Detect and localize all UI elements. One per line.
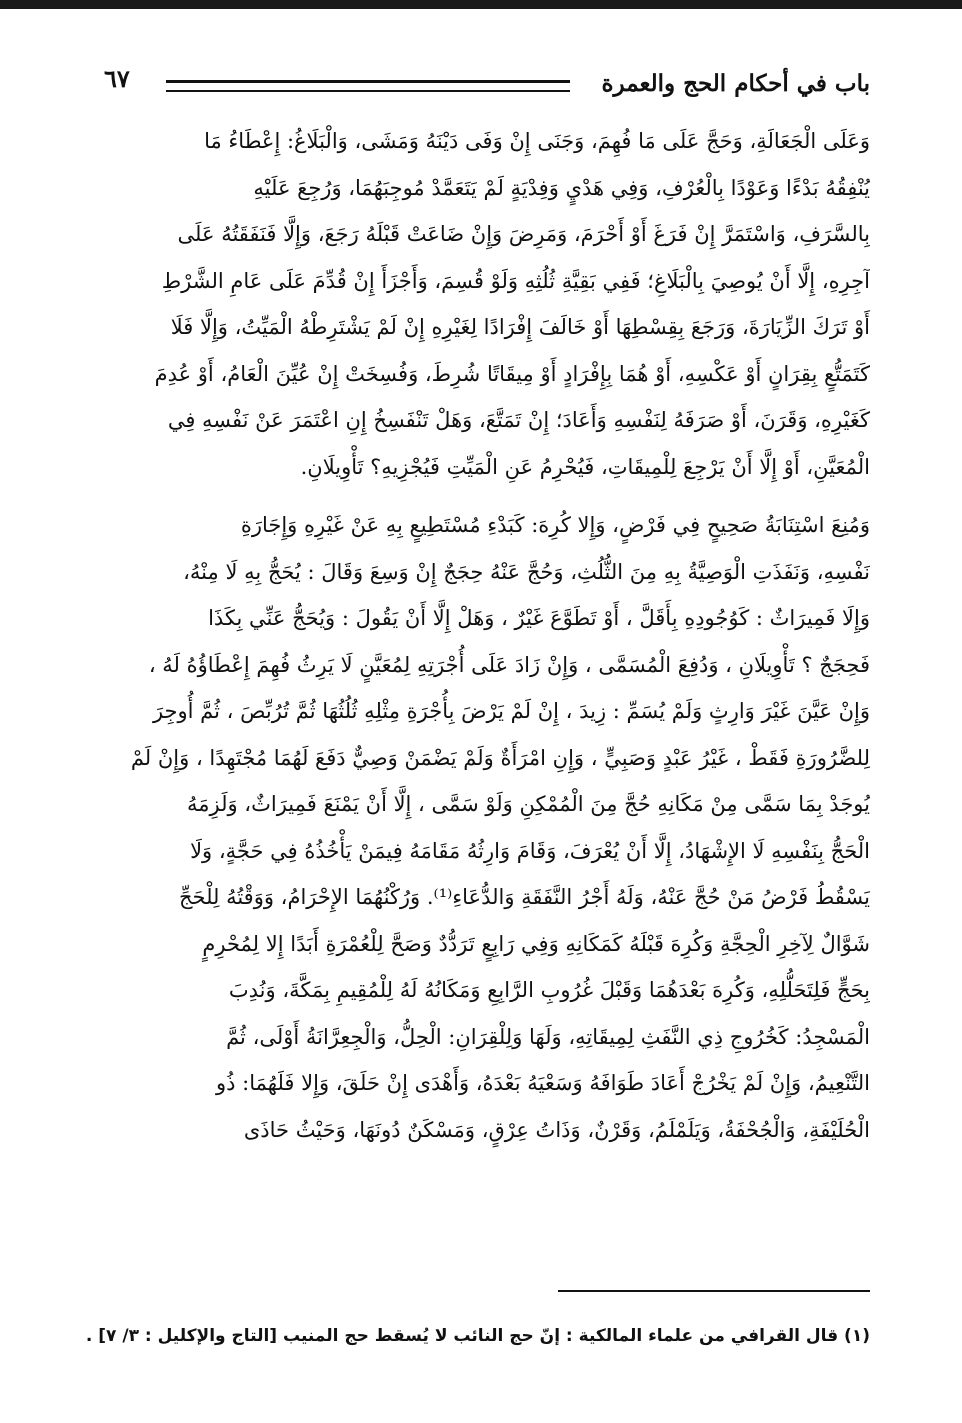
text-line: الْحَجُّ بِنَفْسِهِ لَا الإِشْهَادُ، إِلَّا أَنْ يُعْرَفَ، وَقَامَ وَارِثُهُ مَقَامَهُ فِيمَنْ يَأْخُذُهُ فِي حَجَّةٍ، وَلَا xyxy=(190,838,870,863)
text-line: وَإِنْ عَيَّنَ غَيْرَ وَارِثٍ وَلَمْ يُسَمِّ : زِيدَ ، إِنْ لَمْ يَرْضَ بِأُجْرَةِ مِثْلِهِ ثُلُثُهَا ثُمَّ تُرُبِّصَ ، ثُمَّ أُوجِرَ xyxy=(152,699,870,723)
text-line: كَتَمَتُّعٍ بِقِرَانٍ أَوْ عَكْسِهِ، أَوْ هُمَا بِإِفْرَادٍ أَوْ مِيقَاتًا شُرِطَ، وَفُسِخَتْ إِنْ عُيِّنَ الْعَامُ، أَوْ عُدِمَ xyxy=(154,361,870,386)
text-line: وَمُنِعَ اسْتِنَابَةُ صَحِيحٍ فِي فَرْضٍ، وَإِلا كُرِهَ: كَبَدْءِ مُسْتَطِيعٍ بِهِ عَنْ غَيْرِهِ وَإِجَارَةِ xyxy=(240,513,870,537)
text-line: يُنْفِقُهُ بَدْءًا وَعَوْدًا بِالْعُرْفِ، وَفِي هَدْيٍ وَفِدْيَةٍ لَمْ يَتَعَمَّدْ مُوجِبَهُمَا، وَرُجِعَ عَلَيْهِ xyxy=(253,175,870,200)
book-page xyxy=(85,62,870,1346)
text-line: يَسْقُطُ فَرْضُ مَنْ حُجَّ عَنْهُ، وَلَهُ أَجْرُ النَّفَقَةِ وَالدُّعَاءِ⁽¹⁾. وَرُكْنُهُمَا الإِحْرَامُ، وَوَقْتُهُ لِلْحَجِّ xyxy=(178,885,870,909)
text-line: فَحِجَجٌ ؟ تَأْوِيلَانِ ، وَدُفِعَ الْمُسَمَّى ، وَإِنْ زَادَ عَلَى أُجْرَتِهِ لِمُعَيَّنٍ لَا يَرِثُ فُهِمَ إِعْطَاؤُهُ لَهُ ، xyxy=(148,652,870,677)
running-title: باب في أحكام الحج والعمرة xyxy=(601,70,870,97)
text-line: الْحُلَيْفَةِ، وَالْجُحْفَةُ، وَيَلَمْلَمُ، وَقَرْنٌ، وَذَاتُ عِرْقٍ، وَمَسْكَنٌ دُونَهَا، وَحَيْثُ حَاذَى xyxy=(243,1117,870,1142)
page-header xyxy=(98,62,870,106)
scan-edge xyxy=(0,0,962,9)
text-line: يُوجَدْ بِمَا سَمَّى مِنْ مَكَانِهِ حُجَّ مِنَ الْمُمْكِنِ وَلَوْ سَمَّى ، إِلَّا أَنْ يَمْنَعَ فَمِيرَاثٌ، وَلَزِمَهُ xyxy=(187,792,870,816)
text-line: بِحَجٍّ فَلِتَحَلُّلِهِ، وَكُرِهَ بَعْدَهُمَا وَقَبْلَ غُرُوبِ الرَّابِعِ وَمَكَانُهُ لَهُ لِلْمُقِيمِ بِمَكَّةَ، وَنُدِبَ xyxy=(228,978,870,1002)
text-line: لِلضَّرُورَةِ فَقَطْ ، غَيْرُ عَبْدٍ وَصَبِيٍّ ، وَإِنِ امْرَأَةٌ وَلَمْ يَضْمَنْ وَصِيٌّ دَفَعَ لَهُمَا مُجْتَهِدًا ، وَإِنْ لَمْ xyxy=(130,745,870,770)
main-text xyxy=(98,118,870,1153)
footnote-separator xyxy=(558,1290,870,1292)
text-line: أَوْ تَرَكَ الزِّيَارَةَ، وَرَجَعَ بِقِسْطِهَا أَوْ خَالَفَ إِفْرَادًا لِغَيْرِهِ إِنْ لَمْ يَشْتَرِطْهُ الْمَيِّتُ، وَإِلَّا فَلَا xyxy=(170,315,870,339)
header-rule xyxy=(166,80,570,92)
text-line: شَوَّالٌ لِآخِرِ الْحِجَّةِ وَكُرِهَ قَبْلَهُ كَمَكَانِهِ وَفِي رَابِعٍ تَرَدُّدٌ وَصَحَّ لِلْعُمْرَةِ أَبَدًا إِلا لِمُحْرِمٍ xyxy=(202,931,870,956)
text-line: الْمُعَيَّنِ، أَوْ إِلَّا أَنْ يَرْجِعَ لِلْمِيقَاتِ، فَيُحْرِمُ عَنِ الْمَيِّتِ فَيُجْزِيهِ؟ تَأْوِيلَانِ. xyxy=(300,454,870,479)
text-line: آجِرِهِ، إِلَّا أَنْ يُوصِيَ بِالْبَلَاغِ؛ فَفِي بَقِيَّةِ ثُلُثِهِ وَلَوْ قُسِمَ، وَأَجْزَأَ إِنْ قُدِّمَ عَلَى عَامِ الشَّرْطِ xyxy=(161,268,870,293)
text-line: الْمَسْجِدُ: كَخُرُوجِ ذِي النَّفَثِ لِمِيقَاتِهِ، وَلَهَا وَلِلْقِرَانِ: الْحِلُّ، وَالْجِعِرَّانَةُ أَوْلَى، ثُمَّ xyxy=(226,1024,870,1049)
text-line: كَغَيْرِهِ، وَقَرَنَ، أَوْ صَرَفَهُ لِنَفْسِهِ وَأَعَادَ؛ إِنْ تَمَتَّعَ، وَهَلْ تَنْفَسِخُ إِنِ اعْتَمَرَ عَنْ نَفْسِهِ فِي xyxy=(167,408,870,432)
text-line: التَّنْعِيمُ، وَإِنْ لَمْ يَخْرُجْ أَعَادَ طَوَافَهُ وَسَعْيَهُ بَعْدَهُ، وَأَهْدَى إِنْ حَلَقَ، وَإِلا فَلَهُمَا: ذُو xyxy=(216,1071,870,1095)
page-number: ٦٧ xyxy=(104,64,130,93)
paragraph-2 xyxy=(98,502,870,1153)
text-line: وَإِلَا فَمِيرَاثٌ : كَوُجُودِهِ بِأَقَلَّ ، أَوْ تَطَوَّعَ غَيْرٌ ، وَهَلْ إِلَّا أَنْ يَقُولَ : وَيُحَجُّ عَنِّي بِكَذَا xyxy=(208,606,870,630)
paragraph-1 xyxy=(98,118,870,490)
text-line: وَعَلَى الْجَعَالَةِ، وَحَجَّ عَلَى مَا فُهِمَ، وَجَنَى إِنْ وَفَى دَيْنَهُ وَمَشَى، وَالْبَلَاغُ: إِعْطَاءُ مَا xyxy=(204,129,870,153)
footnote: (١) قال القرافي من علماء المالكية : إنّ حج النائب لا يُسقط حج المنيب [التاج والإكليل : ٣/ ٧] . xyxy=(85,1326,870,1346)
text-line: بِالسَّرَفِ، وَاسْتَمَرَّ إِنْ فَرَغَ أَوْ أَحْرَمَ، وَمَرِضَ وَإِنْ ضَاعَتْ قَبْلَهُ رَجَعَ، وَإِلَّا فَنَفَقَتُهُ عَلَى xyxy=(177,222,870,246)
text-line: نَفْسِهِ، وَنَفَذَتِ الْوَصِيَّةُ بِهِ مِنَ الثُّلُثِ، وَحُجَّ عَنْهُ حِجَجٌ إِنْ وَسِعَ وَقَالَ : يُحَجُّ بِهِ لَا مِنْهُ، xyxy=(183,559,870,584)
